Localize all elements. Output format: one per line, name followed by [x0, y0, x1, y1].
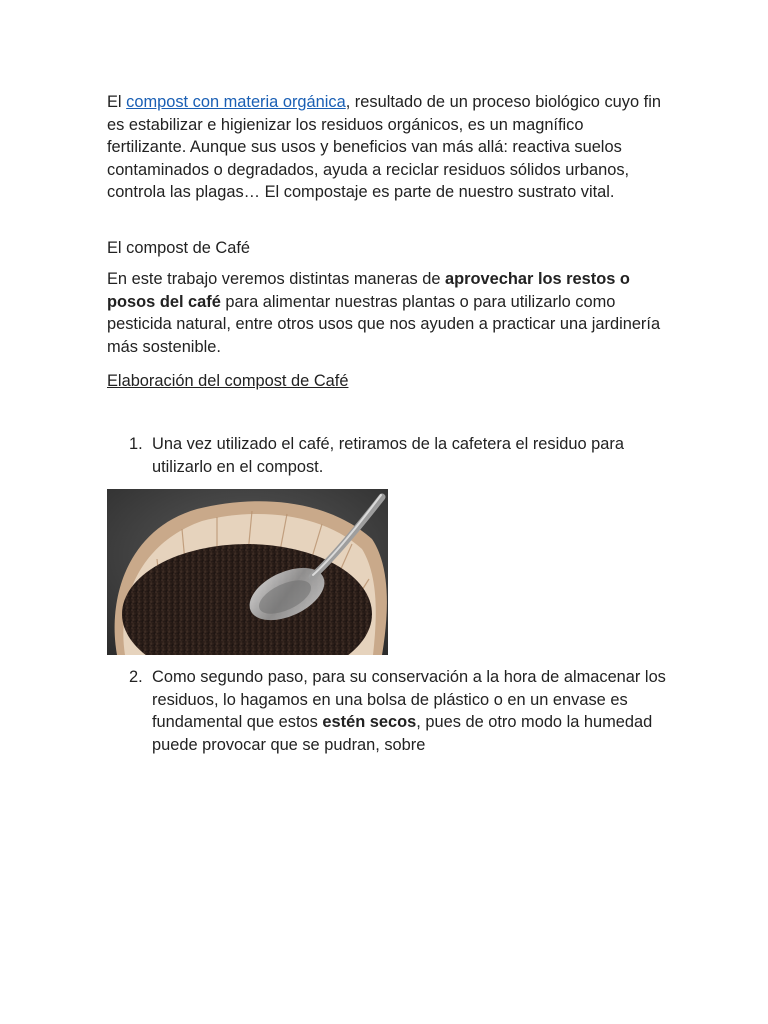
- step-text: Una vez utilizado el café, retiramos de la cafetera el residuo para utilizarlo en el compost.: [152, 435, 624, 476]
- step-text: [152, 666, 667, 756]
- subsection-title: Elaboración del compost de Café: [107, 372, 349, 390]
- step-text-after: , pues de otro modo la humedad puede provocar que se pudran, sobre: [152, 713, 653, 754]
- intro-prefix: El: [107, 93, 127, 111]
- step-number: 1.: [129, 435, 143, 453]
- step-number: 2.: [129, 668, 143, 686]
- list-item: [107, 433, 667, 478]
- coffee-grounds-photo: [107, 489, 388, 655]
- section-title: El compost de Café: [107, 239, 251, 257]
- intro-paragraph: [107, 91, 667, 204]
- coffee-grounds-illustration: [107, 489, 388, 655]
- compost-link[interactable]: compost con materia orgánica: [126, 93, 346, 111]
- body-bold: aprovechar los restos o posos del café: [107, 270, 630, 311]
- body-part1: En este trabajo veremos distintas maneras de: [107, 270, 446, 288]
- body-part2: para alimentar nuestras plantas o para utilizarlo como pesticida natural, entre otros usos que nos ayuden a practicar una jardinería más sostenible.: [107, 292, 661, 356]
- body-paragraph: [107, 268, 667, 358]
- step-text-bold: estén secos: [322, 713, 417, 731]
- intro-text: , resultado de un proceso biológico cuyo fin es estabilizar e higienizar los residuos orgánicos, es un magnífico fertilizante. Aunque sus usos y beneficios van más allá: reactiva suelos contaminados o degradados, ayuda a reciclar residuos sólidos urbanos, controla las plagas… El compostaje es parte de nuestro sustrato vital.: [107, 93, 661, 201]
- list-item: [107, 666, 667, 756]
- step-text-before: Como segundo paso, para su conservación a la hora de almacenar los residuos, lo hagamos en una bolsa de plástico o en un envase es fundamental que estos: [152, 668, 666, 731]
